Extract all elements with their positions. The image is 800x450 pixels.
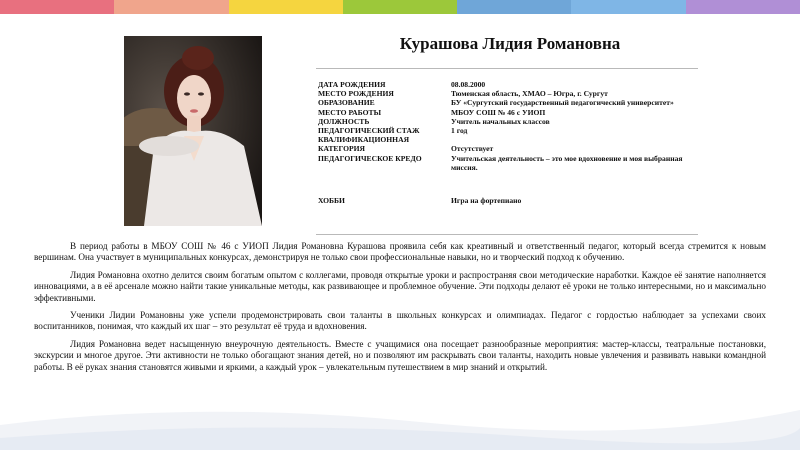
bar-segment-7 bbox=[686, 0, 800, 14]
info-label: ПЕДАГОГИЧЕСКИЙ СТАЖ bbox=[318, 126, 420, 136]
info-row bbox=[318, 108, 710, 117]
bio-paragraph: Ученики Лидии Романовны уже успели продемонстрировать свои таланты в школьных конкурсах и олимпиадах. Педагог с гордостью наблюдает за успехами своих воспитанников, понимая, что каждый их шаг – это результат её труда и вдохновения. bbox=[34, 310, 766, 332]
info-row bbox=[318, 80, 710, 89]
hobby-label: ХОББИ bbox=[318, 196, 345, 205]
info-row bbox=[318, 98, 710, 107]
bar-segment-2 bbox=[114, 0, 228, 14]
info-label: ДАТА РОЖДЕНИЯ bbox=[318, 80, 386, 89]
bio-paragraph: Лидия Романовна ведет насыщенную внеурочную деятельность. Вместе с учащимися она посещает разнообразные мероприятия: мастер-классы, театральные постановки, экскурсии и многое другое. Эти активности не только обогащают знания детей, но и позволяют им раскрывать свои таланты, находить новые увлечения и развивать навыки командной работы. В её руках знания становятся живыми и яркими, а каждый урок – увлекательным путешествием в мир знаний и открытий. bbox=[34, 338, 766, 372]
info-label: МЕСТО РАБОТЫ bbox=[318, 107, 382, 117]
info-label: ДОЛЖНОСТЬ bbox=[318, 116, 370, 126]
info-value: 08.08.2000 bbox=[451, 80, 486, 89]
info-label: КАТЕГОРИЯ bbox=[318, 144, 366, 154]
biography-text bbox=[34, 241, 766, 379]
hobby-row bbox=[318, 196, 710, 205]
info-row bbox=[318, 117, 710, 126]
info-row bbox=[318, 126, 710, 135]
info-value: МБОУ СОШ № 46 с УИОП bbox=[451, 107, 546, 117]
bar-segment-3 bbox=[229, 0, 343, 14]
bar-segment-5 bbox=[457, 0, 571, 14]
info-value: Учитель начальных классов bbox=[451, 116, 550, 126]
divider-top bbox=[316, 68, 698, 69]
info-value: 1 год bbox=[451, 126, 468, 136]
info-row bbox=[318, 135, 710, 144]
info-label: МЕСТО РОЖДЕНИЯ bbox=[318, 89, 394, 99]
top-color-bar bbox=[0, 0, 800, 14]
info-row bbox=[318, 89, 710, 98]
person-name: Курашова Лидия Романовна bbox=[399, 34, 621, 53]
bio-paragraph: В период работы в МБОУ СОШ № 46 с УИОП Лидия Романовна Курашова проявила себя как креативный и ответственный педагог, который всегда стремится к новым вершинам. Она участвует в муниципальных конкурсах, демонстрируя не только свои профессиональные навыки, но и творческий подход к обучению. bbox=[34, 241, 766, 263]
info-value: Тюменская область, ХМАО – Югра, г. Сургут bbox=[451, 89, 608, 99]
info-value: Отсутствует bbox=[451, 144, 494, 154]
divider-bottom bbox=[316, 234, 698, 235]
info-table bbox=[318, 80, 710, 172]
bio-paragraph: Лидия Романовна охотно делится своим богатым опытом с коллегами, проводя открытые уроки и распространяя свои методические наработки. Каждое её занятие наполняется инновациями, а в её арсенале можно найти такие уникальные методы, как развивающее и проблемное обучение. Эти подходы делают её уроки не только интересными, но и максимально эффективными. bbox=[34, 269, 766, 303]
info-label: КВАЛИФИКАЦИОННАЯ bbox=[318, 135, 410, 145]
hobby-value: Игра на фортепиано bbox=[451, 196, 522, 205]
portrait-photo bbox=[124, 36, 262, 226]
bar-segment-6 bbox=[571, 0, 685, 14]
decorative-wave bbox=[0, 370, 800, 450]
info-label: ОБРАЗОВАНИЕ bbox=[318, 98, 375, 108]
info-row bbox=[318, 154, 710, 172]
info-value: БУ «Сургутский государственный педагогический университет» bbox=[451, 98, 674, 108]
info-value: Учительская деятельность – это мое вдохновение и моя выбранная миссия. bbox=[451, 153, 683, 172]
bar-segment-4 bbox=[343, 0, 457, 14]
info-value bbox=[451, 135, 710, 144]
info-row bbox=[318, 144, 710, 153]
bar-segment-1 bbox=[0, 0, 114, 14]
info-label: ПЕДАГОГИЧЕСКОЕ КРЕДО bbox=[318, 153, 422, 163]
